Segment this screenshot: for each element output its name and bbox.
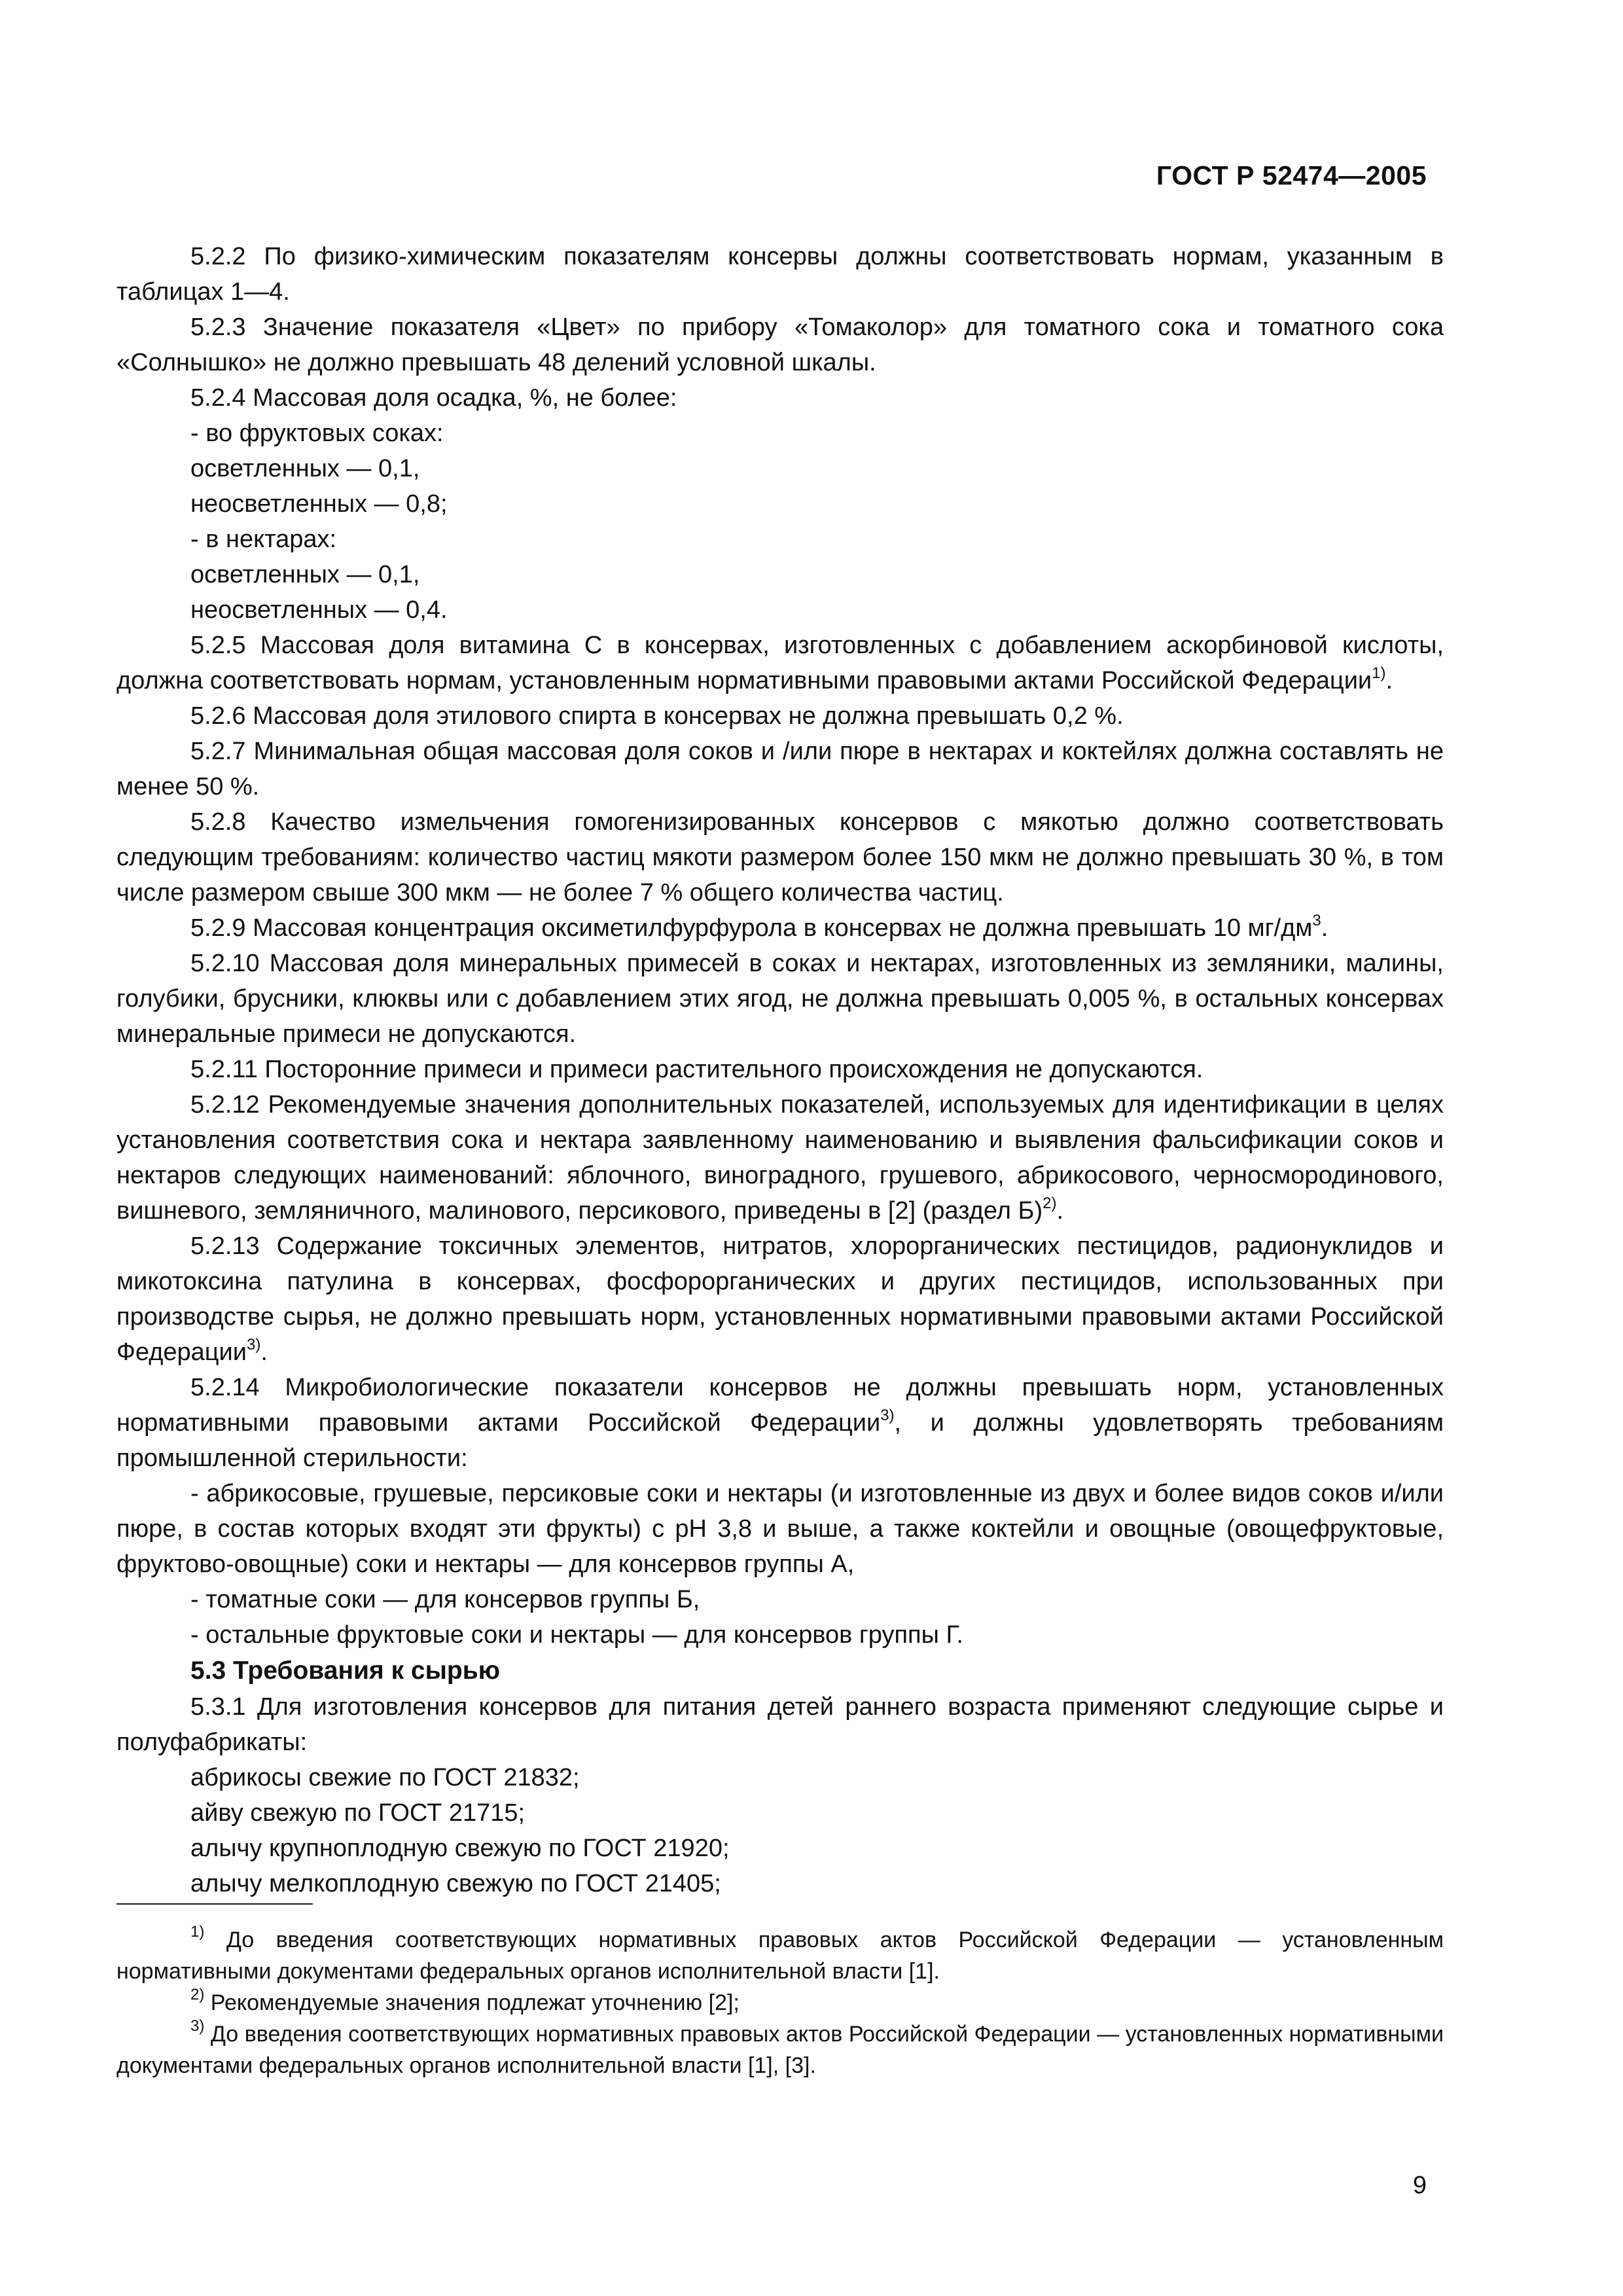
clause-end: . (260, 1338, 268, 1366)
clause-5-2-9 (116, 910, 1444, 946)
footnotes (116, 1924, 1444, 2081)
clause-text-cont: , и должны удовлетворять требованиям промышленной стерильности: (116, 1409, 1444, 1472)
footnote-text: До введения соответствующих нормативных правовых актов Российской Федерации — установленных нормативными документами федеральных органов исполнительной власти [1], [3]. (116, 2022, 1444, 2078)
footnote (116, 1924, 1444, 1987)
clause-5-2-10: 5.2.10 Массовая доля минеральных примесей в соках и нектарах, изготовленных из земляники, малины, голубики, брусники, клюквы или с добавлением этих ягод, не должна превышать 0,005 %, в остальных консервах минеральные примеси не допускаются. (116, 950, 1444, 1048)
list-item: абрикосы свежие по ГОСТ 21832; (190, 1764, 580, 1791)
clause-text: 5.2.14 Микробиологические показатели консервов не должны превышать норм, установленных нормативными правовыми актами Российской Федерации (116, 1374, 1444, 1437)
superscript: 3 (1312, 912, 1321, 929)
footnote-text: До введения соответствующих нормативных правовых актов Российской Федерации — установленным нормативными документами федеральных органов исполнительной власти [1]. (116, 1928, 1444, 1984)
list-item: осветленных — 0,1, (190, 561, 420, 588)
page-number: 9 (1412, 2172, 1427, 2199)
clause-5-2-14 (116, 1370, 1444, 1476)
list-item: - томатные соки — для консервов группы Б, (190, 1586, 700, 1613)
clause-end: . (1056, 1197, 1064, 1225)
section-heading: 5.3 Требования к сырью (190, 1657, 501, 1685)
clause-5-3-1: 5.3.1 Для изготовления консервов для питания детей раннего возраста применяют следующие сырье и полуфабрикаты: (116, 1693, 1444, 1756)
footnote-ref: 3) (880, 1407, 895, 1424)
clause-5-2-11: 5.2.11 Посторонние примеси и примеси растительного происхождения не допускаются. (190, 1056, 1204, 1083)
clause-text: 5.2.5 Массовая доля витамина С в консервах, изготовленных с добавлением аскорбиновой кислоты, должна соответствовать нормам, установленным нормативными правовыми актами Российской Федерации (116, 632, 1444, 694)
list-item: осветленных — 0,1, (190, 455, 420, 482)
footnote-ref: 1) (1372, 664, 1386, 682)
list-item: - абрикосовые, грушевые, персиковые соки и нектары (и изготовленные из двух и более видов соков и/или пюре, в состав которых входят эти фрукты) с рН 3,8 и выше, а также коктейли и овощные (овощефруктовые, фруктово-овощные) соки и нектары — для консервов группы А, (116, 1480, 1444, 1578)
footnote-mark: 1) (190, 1923, 205, 1941)
list-item: - в нектарах: (190, 526, 337, 553)
clause-5-2-12 (116, 1087, 1444, 1229)
list-item: неосветленных — 0,8; (190, 490, 448, 518)
clause-5-2-3: 5.2.3 Значение показателя «Цвет» по прибору «Томаколор» для томатного сока и томатного сока «Солнышко» не должно превышать 48 делений условной шкалы. (116, 314, 1444, 376)
clause-end: . (1321, 914, 1329, 942)
clause-5-2-5 (116, 628, 1444, 698)
list-item: айву свежую по ГОСТ 21715; (190, 1799, 526, 1827)
list-item: алычу мелкоплодную свежую по ГОСТ 21405; (190, 1870, 721, 1897)
footnote-ref: 3) (246, 1336, 261, 1354)
footnote-text: Рекомендуемые значения подлежат уточнению [2]; (210, 1990, 740, 2015)
footnote-ref: 2) (1043, 1194, 1057, 1212)
footnote-mark: 2) (190, 1986, 205, 2003)
list-item: - остальные фруктовые соки и нектары — для консервов группы Г. (190, 1621, 963, 1649)
clause-end: . (1385, 667, 1393, 694)
clause-5-2-6: 5.2.6 Массовая доля этилового спирта в консервах не должна превышать 0,2 %. (190, 702, 1124, 730)
clause-text: 5.2.12 Рекомендуемые значения дополнительных показателей, используемых для идентификации в целях установления соответствия сока и нектара заявленному наименованию и выявления фальсификации соков и нектаров следующих наименований: яблочного, виноградного, грушевого, абрикосового, черносмородинового, вишневого, земляничного, малинового, персикового, приведены в [2] (раздел Б) (116, 1091, 1444, 1225)
document-header: ГОСТ Р 52474—2005 (1156, 160, 1427, 190)
list-item: - во фруктовых соках: (190, 420, 444, 447)
clause-5-2-4: 5.2.4 Массовая доля осадка, %, не более: (190, 384, 677, 412)
clause-5-2-7: 5.2.7 Минимальная общая массовая доля соков и /или пюре в нектарах и коктейлях должна составлять не менее 50 %. (116, 738, 1444, 800)
clause-5-2-8: 5.2.8 Качество измельчения гомогенизированных консервов с мякотью должно соответствовать следующим требованиям: количество частиц мякоти размером более 150 мкм не должно превышать 30 %, в том числе размером свыше 300 мкм — не более 7 % общего количества частиц. (116, 808, 1444, 906)
list-item: алычу крупноплодную свежую по ГОСТ 21920; (190, 1835, 730, 1862)
clause-5-2-2: 5.2.2 По физико-химическим показателям консервы должны соответствовать нормам, указанным в таблицах 1—4. (116, 243, 1444, 306)
document-body (116, 239, 1444, 1901)
footnote (116, 2018, 1444, 2081)
list-item: неосветленных — 0,4. (190, 596, 448, 624)
clause-text: 5.2.9 Массовая концентрация оксиметилфурфурола в консервах не должна превышать 10 мг/дм (190, 914, 1313, 942)
clause-text: 5.2.13 Содержание токсичных элементов, нитратов, хлорорганических пестицидов, радионуклидов и микотоксина патулина в консервах, фосфорорганических и других пестицидов, использованных при производстве сырья, не должно превышать норм, установленных нормативными правовыми актами Российской Федерации (116, 1232, 1444, 1366)
footnote-divider (116, 1903, 313, 1905)
clause-5-2-13 (116, 1229, 1444, 1370)
footnote (116, 1987, 1444, 2018)
footnote-mark: 3) (190, 2017, 205, 2035)
